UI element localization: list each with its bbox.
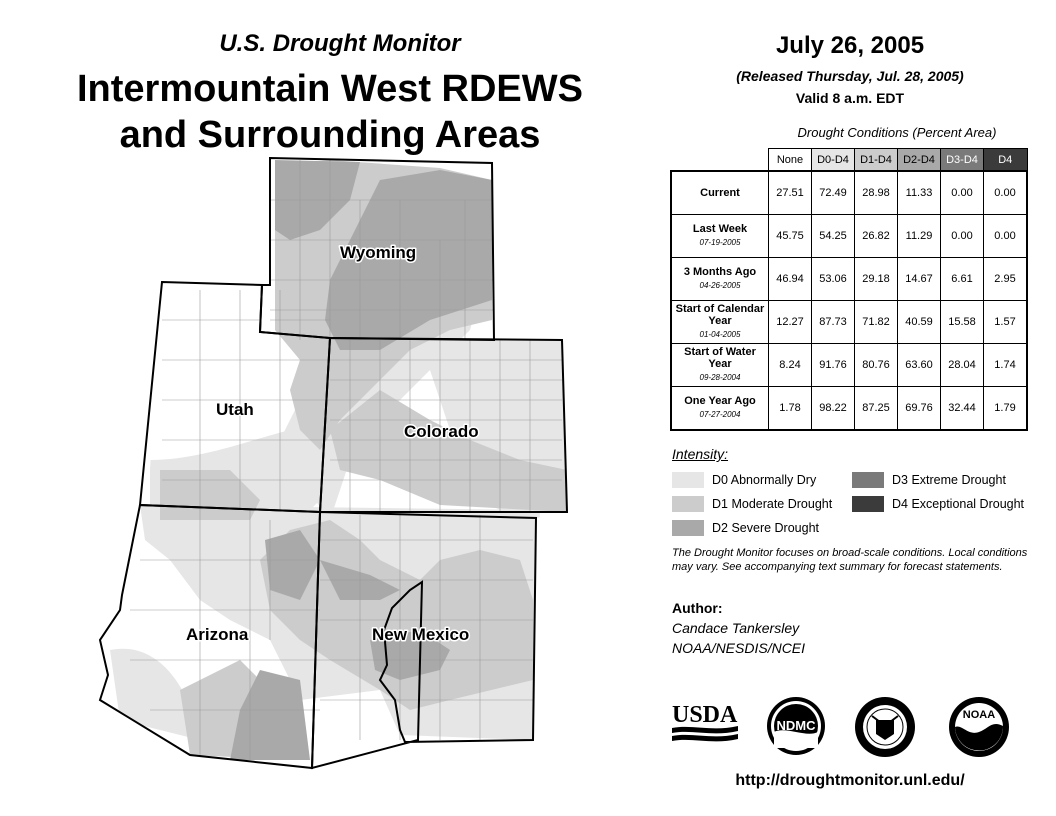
- state-label-arizona: Arizona: [186, 625, 249, 644]
- table-cell: 15.58: [941, 301, 984, 344]
- legend-label-d4: D4 Exceptional Drought: [892, 497, 1025, 511]
- disclaimer-note: The Drought Monitor focuses on broad-scale conditions. Local conditions may vary. See accompanying text summary for forecast statements.: [672, 547, 1028, 573]
- col-header-d2-d4: D2-D4: [898, 149, 941, 172]
- row-title: Current: [700, 187, 740, 199]
- noaa-logo-svg: [948, 696, 1010, 758]
- table-cell: 0.00: [941, 215, 984, 258]
- table-row: [671, 301, 1027, 344]
- ndmc-logo: [764, 696, 828, 761]
- legend-label-d3: D3 Extreme Drought: [892, 473, 1006, 487]
- row-label: [671, 215, 769, 258]
- table-cell: 0.00: [984, 215, 1028, 258]
- row-label: [671, 387, 769, 431]
- map-title: [20, 66, 640, 158]
- noaa-wordmark: NOAA: [962, 709, 996, 721]
- row-label: [671, 344, 769, 387]
- table-cell: 1.79: [984, 387, 1028, 431]
- usda-logo-svg: [672, 696, 738, 746]
- legend-item-d0: [672, 472, 816, 488]
- row-label: [671, 171, 769, 215]
- row-title: One Year Ago: [684, 395, 756, 407]
- legend-item-d4: [852, 496, 1024, 512]
- table-cell: 40.59: [898, 301, 941, 344]
- legend-item-d1: [672, 496, 832, 512]
- table-cell: 87.73: [812, 301, 855, 344]
- table-caption: Drought Conditions (Percent Area): [797, 125, 997, 140]
- seal-icon: [852, 696, 918, 758]
- table-cell: 1.74: [984, 344, 1028, 387]
- map-title-line1: Intermountain West RDEWS: [77, 68, 583, 110]
- legend-label-d2: D2 Severe Drought: [712, 521, 820, 535]
- table-cell: 26.82: [855, 215, 898, 258]
- table-row: [671, 215, 1027, 258]
- table-row: [671, 387, 1027, 431]
- table-cell: 6.61: [941, 258, 984, 301]
- table-cell: 69.76: [898, 387, 941, 431]
- row-label: [671, 301, 769, 344]
- row-title: Start of Water Year: [684, 346, 756, 370]
- legend-swatch-d1: [672, 496, 704, 512]
- table-cell: 29.18: [855, 258, 898, 301]
- table-cell: 87.25: [855, 387, 898, 431]
- row-date: 07-27-2004: [699, 410, 741, 419]
- row-date: 07-19-2005: [699, 238, 741, 247]
- legend-item-d3: [852, 472, 1006, 488]
- row-date: 04-26-2005: [699, 281, 741, 290]
- table-cell: 91.76: [812, 344, 855, 387]
- legend-swatch-d0: [672, 472, 704, 488]
- state-label-new-mexico: New Mexico: [372, 625, 470, 644]
- website-url[interactable]: http://droughtmonitor.unl.edu/: [735, 772, 965, 789]
- col-header-d3-d4: D3-D4: [941, 149, 984, 172]
- table-cell: 28.98: [855, 171, 898, 215]
- col-header-d4: D4: [984, 149, 1028, 172]
- map-title-line2: and Surrounding Areas: [119, 114, 541, 156]
- row-label: [671, 258, 769, 301]
- noaa-logo: [948, 696, 1010, 763]
- table-cell: 11.29: [898, 215, 941, 258]
- table-cell: 32.44: [941, 387, 984, 431]
- table-cell: 14.67: [898, 258, 941, 301]
- table-cell: 72.49: [812, 171, 855, 215]
- usda-logo: [672, 696, 738, 751]
- legend-title: Intensity:: [672, 446, 729, 462]
- usda-wordmark: USDA: [672, 702, 738, 728]
- legend-item-d2: [672, 520, 819, 536]
- row-title: 3 Months Ago: [683, 266, 757, 278]
- state-label-wyoming: Wyoming: [340, 243, 417, 262]
- valid-time: Valid 8 a.m. EDT: [795, 90, 905, 106]
- table-cell: 54.25: [812, 215, 855, 258]
- table-cell: 80.76: [855, 344, 898, 387]
- col-header-d0-d4: D0-D4: [812, 149, 855, 172]
- table-cell: 0.00: [941, 171, 984, 215]
- table-cell: 27.51: [769, 171, 812, 215]
- legend-label-d1: D1 Moderate Drought: [712, 497, 833, 511]
- table-cell: 63.60: [898, 344, 941, 387]
- row-date: 09-28-2004: [699, 373, 741, 382]
- col-header-d1-d4: D1-D4: [855, 149, 898, 172]
- ndmc-wordmark: NDMC: [776, 718, 816, 733]
- legend-swatch-d4: [852, 496, 884, 512]
- table-cell: 1.57: [984, 301, 1028, 344]
- legend-label-d0: D0 Abnormally Dry: [712, 473, 817, 487]
- table-cell: 2.95: [984, 258, 1028, 301]
- table-cell: 12.27: [769, 301, 812, 344]
- row-date: 01-04-2005: [699, 330, 741, 339]
- table-row: [671, 171, 1027, 215]
- table-header-row: [671, 149, 1027, 172]
- col-header-none: None: [769, 149, 812, 172]
- table-cell: 45.75: [769, 215, 812, 258]
- drought-map-svg: [0, 150, 640, 816]
- table-row: [671, 258, 1027, 301]
- author-org: NOAA/NESDIS/NCEI: [672, 640, 806, 656]
- table-cell: 46.94: [769, 258, 812, 301]
- table-cell: 0.00: [984, 171, 1028, 215]
- table-cell: 53.06: [812, 258, 855, 301]
- drought-map: [0, 150, 640, 816]
- legend-swatch-d3: [852, 472, 884, 488]
- release-date: (Released Thursday, Jul. 28, 2005): [736, 68, 964, 84]
- state-label-colorado: Colorado: [404, 422, 479, 441]
- row-title: Start of Calendar Year: [675, 303, 765, 327]
- state-label-utah: Utah: [216, 400, 254, 419]
- table-cell: 28.04: [941, 344, 984, 387]
- table-cell: 98.22: [812, 387, 855, 431]
- program-title: U.S. Drought Monitor: [219, 30, 461, 57]
- table-cell: 1.78: [769, 387, 812, 431]
- table-corner: [671, 149, 769, 172]
- ndmc-logo-svg: [764, 696, 828, 756]
- table-cell: 11.33: [898, 171, 941, 215]
- commerce-seal: [852, 696, 918, 763]
- drought-stats-table: [670, 148, 1028, 431]
- table-cell: 8.24: [769, 344, 812, 387]
- table-row: [671, 344, 1027, 387]
- author-name: Candace Tankersley: [672, 620, 800, 636]
- map-date: July 26, 2005: [775, 32, 925, 59]
- row-title: Last Week: [692, 223, 748, 235]
- table-cell: 71.82: [855, 301, 898, 344]
- legend-swatch-d2: [672, 520, 704, 536]
- author-heading: Author:: [672, 600, 723, 616]
